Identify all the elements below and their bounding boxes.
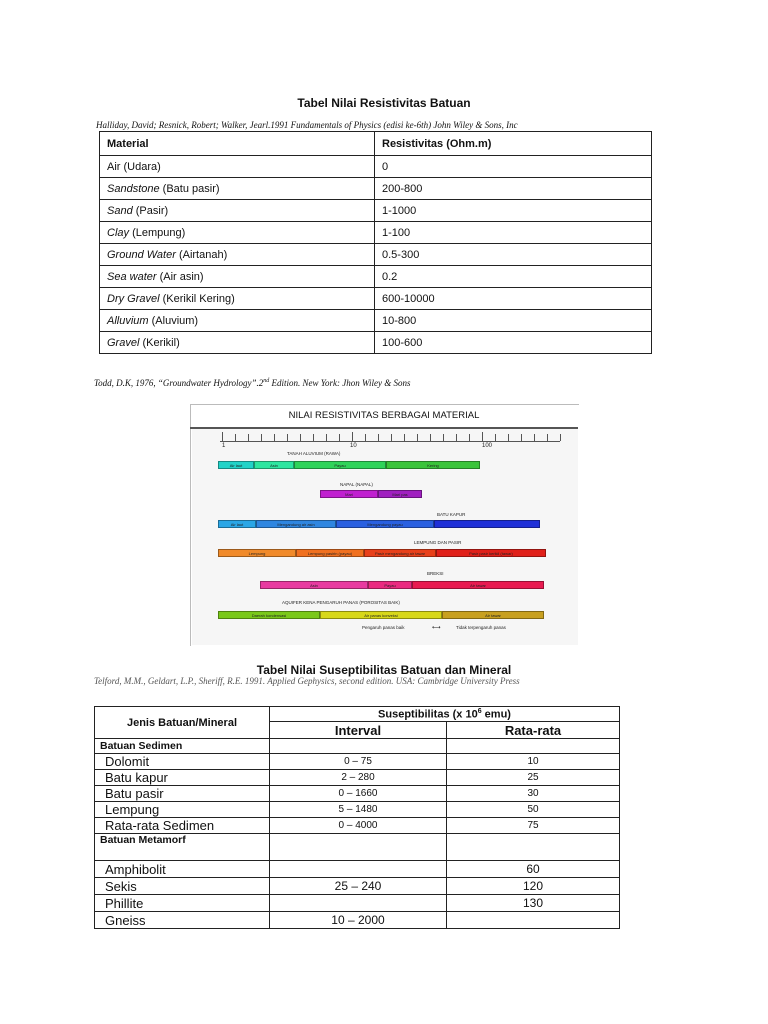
resistivity-cell: 10-800 [375,310,652,332]
interval-cell: 0 – 1660 [270,786,447,802]
table-row [95,912,620,929]
table-header-row [95,707,620,722]
resistivity-range-bar: Pasir mengandung air tawar [364,549,436,557]
resistivity-cell: 0.2 [375,266,652,288]
table-header-row [100,132,652,156]
table-row [100,266,652,288]
resistivity-range-bar: Air tawar [442,611,544,619]
average-cell: 25 [447,770,620,786]
scale-tick [274,434,275,441]
resistivity-range-bar: Mari pas [378,490,422,498]
interval-cell: 25 – 240 [270,878,447,895]
table2-citation: Telford, M.M., Geldart, L.P., Sheriff, R.E. 1991. Applied Gephysics, second edition. USA: Cambridge University Press [94,676,520,686]
scale-tick [443,434,444,441]
interval-cell [270,861,447,878]
rock-name-cell: Batu pasir [95,786,270,802]
empty-cell [447,834,620,861]
resistivity-range-bar: Asin [254,461,294,469]
table-row [95,818,620,834]
rock-name-cell: Dolomit [95,754,270,770]
scale-tick [508,434,509,441]
susceptibility-table [94,706,620,929]
material-group-label: LEMPUNG DAN PASIR [414,540,462,545]
scale-tick [365,434,366,441]
interval-cell: 5 – 1480 [270,802,447,818]
scale-tick [300,434,301,441]
column-header-susceptibility: Suseptibilitas (x $10^6$ emu) [270,707,620,722]
legend-left-label: Pengaruh panas baik [362,625,405,630]
material-cell: Sandstone (Batu pasir) [100,178,375,200]
resistivity-range-bar: Air laut [218,461,254,469]
resistivity-range-bar: Mari [320,490,378,498]
table-row [95,802,620,818]
rock-name-cell: Batu kapur [95,770,270,786]
table2-title: Tabel Nilai Suseptibilitas Batuan dan Mineral [256,663,512,677]
material-cell: Air (Udara) [100,156,375,178]
scale-tick [560,434,561,441]
average-cell [447,912,620,929]
rock-name-cell: Phillite [95,895,270,912]
resistivity-range-bar: Lempung [218,549,296,557]
scale-tick [404,434,405,441]
tick-label: 100 [482,443,493,449]
scale-tick [534,434,535,441]
resistivity-cell: 1-1000 [375,200,652,222]
resistivity-range-bar: Mengandung air asin [256,520,336,528]
material-cell: Clay (Lempung) [100,222,375,244]
resistivity-range-bar: Mengandung payau [336,520,434,528]
table-row [95,786,620,802]
scale-tick [495,434,496,441]
resistivity-range-bar: Payau [294,461,386,469]
resistivity-range-bar: Payau [368,581,412,589]
scale-tick [339,434,340,441]
resistivity-cell: 100-600 [375,332,652,354]
material-cell: Sea water (Air asin) [100,266,375,288]
resistivity-range-bar: Air panas konveksi [320,611,442,619]
resistivity-cell: 200-800 [375,178,652,200]
material-group-label: AQUIFER KENA PENGARUH PANAS (POROSITAS BAIK) [282,600,400,605]
double-arrow-icon: ⟷ [432,625,441,631]
rock-name-cell: Lempung [95,802,270,818]
rock-name-cell: Sekis [95,878,270,895]
resistivity-range-bar [434,520,540,528]
material-cell: Ground Water (Airtanah) [100,244,375,266]
column-header-rock: Jenis Batuan/Mineral [95,707,270,739]
rock-name-cell: Gneiss [95,912,270,929]
scale-tick [326,434,327,441]
tick-label: 1 [222,443,226,449]
material-group-label: NAPAL (NAPAL) [340,482,373,487]
section-row [95,834,620,861]
table-row [95,878,620,895]
material-group-label: TANAH ALUVIUM (RAWA) [287,451,341,456]
average-cell: 50 [447,802,620,818]
table1-citation: Halliday, David; Resnick, Robert; Walker, Jearl.1991 Fundamentals of Physics (edisi ke-6th) John Wiley & Sons, Inc [96,120,518,130]
material-group-label: BREKSI [427,571,444,576]
material-cell: Alluvium (Aluvium) [100,310,375,332]
resistivity-cell: 600-10000 [375,288,652,310]
resistivity-chart-title: NILAI RESISTIVITAS BERBAGAI MATERIAL [190,405,578,429]
resistivity-cell: 0.5-300 [375,244,652,266]
interval-cell: 0 – 4000 [270,818,447,834]
resistivity-range-bar: Kering [386,461,480,469]
table-row [100,332,652,354]
rock-name-cell: Amphibolit [95,861,270,878]
scale-tick [352,432,353,442]
material-cell: Gravel (Kerikil) [100,332,375,354]
column-header-interval: Interval [270,722,447,739]
average-cell: 60 [447,861,620,878]
material-group-label: BATU KAPUR [437,512,466,517]
table-row [95,895,620,912]
average-cell: 130 [447,895,620,912]
interval-cell: 10 – 2000 [270,912,447,929]
scale-tick [430,434,431,441]
interval-cell: 0 – 75 [270,754,447,770]
scale-tick [222,432,223,442]
scale-tick [378,434,379,441]
scale-tick [391,434,392,441]
empty-cell [447,739,620,754]
resistivity-cell: 0 [375,156,652,178]
rock-name-cell: Rata-rata Sedimen [95,818,270,834]
scale-tick [469,434,470,441]
scale-baseline [220,441,560,442]
table-row [100,222,652,244]
tick-label: 10 [350,443,357,449]
table-row [100,288,652,310]
scale-tick [248,434,249,441]
resistivity-range-bar: Asin [260,581,368,589]
citation-todd: Todd, D.K, 1976, “Groundwater Hydrology”.2nd Edition. New York: Jhon Wiley & Sons [94,378,411,388]
table-row [100,178,652,200]
average-cell: 75 [447,818,620,834]
resistivity-range-bar: Pasir pasir kerikil (tawar) [436,549,546,557]
interval-cell: 2 – 280 [270,770,447,786]
table-row [95,861,620,878]
section-label: Batuan Sedimen [95,739,270,754]
legend-right-label: Tidak terpengaruh panas [456,625,506,630]
scale-tick [521,434,522,441]
resistivity-cell: 1-100 [375,222,652,244]
table-row [100,200,652,222]
interval-cell [270,895,447,912]
scale-tick [482,432,483,442]
section-label: Batuan Metamorf [95,834,270,861]
table-row [95,754,620,770]
scale-tick [417,434,418,441]
column-header-resistivity: Resistivitas (Ohm.m) [375,132,652,156]
scale-tick [313,434,314,441]
scale-tick [547,434,548,441]
resistivity-range-bar: Daerah kondensasi [218,611,320,619]
resistivity-range-bar: Air tawar [412,581,544,589]
column-header-average: Rata-rata [447,722,620,739]
table1-title: Tabel Nilai Resistivitas Batuan [297,96,471,110]
table-row [95,770,620,786]
scale-tick [456,434,457,441]
scale-tick [287,434,288,441]
empty-cell [270,739,447,754]
resistivity-table [99,131,652,354]
table-row [100,156,652,178]
scale-tick [261,434,262,441]
resistivity-chart-body [192,429,578,645]
material-cell: Dry Gravel (Kerikil Kering) [100,288,375,310]
table-row [100,310,652,332]
scale-tick [235,434,236,441]
average-cell: 10 [447,754,620,770]
table-row [100,244,652,266]
column-header-material: Material [100,132,375,156]
resistivity-range-bar: Lempung pasirin (payau) [296,549,364,557]
average-cell: 120 [447,878,620,895]
empty-cell [270,834,447,861]
resistivity-range-bar: Air laut [218,520,256,528]
average-cell: 30 [447,786,620,802]
section-row [95,739,620,754]
material-cell: Sand (Pasir) [100,200,375,222]
